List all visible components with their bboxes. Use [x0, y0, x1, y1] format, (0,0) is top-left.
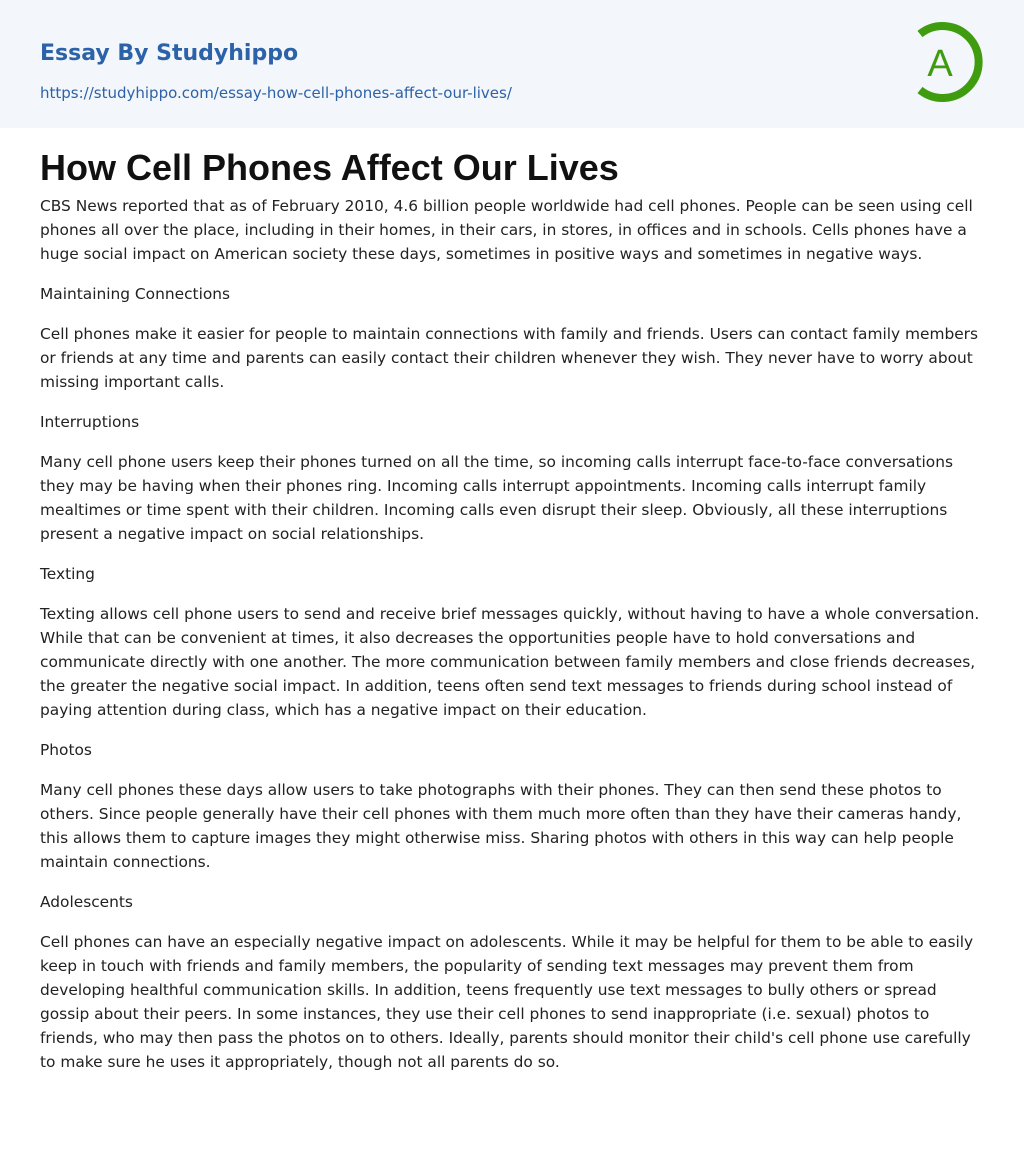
studyhippo-logo-icon[interactable]	[912, 20, 986, 104]
section-heading: Texting	[40, 565, 95, 583]
brand-title[interactable]: Essay By Studyhippo	[40, 41, 299, 66]
paragraph: Texting allows cell phone users to send and receive brief messages quickly, without having to have a whole conversation. While that can be convenient at times, it also decreases the opportunities people have to hold conversations and communicate directly with one another. The more communication between family members and close friends decreases, the greater the negative social impact. In addition, teens often send text messages to friends during school instead of paying attention during class, which has a negative impact on their education.	[40, 605, 980, 719]
paragraph-intro: CBS News reported that as of February 2010, 4.6 billion people worldwide had cell phones. People can be seen using cell phones all over the place, including in their homes, in their cars, in stores, in offices and in schools. Cells phones have a huge social impact on American society these days, sometimes in positive ways and sometimes in negative ways.	[40, 197, 973, 263]
article	[0, 146, 1024, 1074]
section-heading: Interruptions	[40, 413, 140, 431]
paragraph: Cell phones make it easier for people to maintain connections with family and friends. Users can contact family members or friends at any time and parents can easily contact their children whenever they wish. They never have to worry about missing important calls.	[40, 325, 979, 391]
section-heading: Adolescents	[40, 893, 133, 911]
section-heading: Photos	[40, 741, 92, 759]
paragraph: Many cell phones these days allow users to take photographs with their phones. They can then send these photos to others. Since people generally have their cell phones with them much more often than they have their cameras handy, this allows them to capture images they might otherwise miss. Sharing photos with others in this way can help people maintain connections.	[40, 781, 962, 871]
essay-url-link[interactable]: https://studyhippo.com/essay-how-cell-phones-affect-our-lives/	[40, 84, 512, 102]
paragraph: Cell phones can have an especially negative impact on adolescents. While it may be helpful for them to be able to easily keep in touch with friends and family members, the popularity of sending text messages may prevent them from developing healthful communication skills. In addition, teens frequently use text messages to bully others or spread gossip about their peers. In some instances, they use their cell phones to send inappropriate (i.e. sexual) photos to friends, who may then pass the photos on to others. Ideally, parents should monitor their child's cell phone use carefully to make sure he uses it appropriately, though not all parents do so.	[40, 933, 974, 1071]
svg-text:A: A	[927, 43, 953, 85]
paragraph: Many cell phone users keep their phones turned on all the time, so incoming calls interrupt face-to-face conversations they may be having when their phones ring. Incoming calls interrupt appointments. Incoming calls interrupt family mealtimes or time spent with their children. Incoming calls even disrupt their sleep. Obviously, all these interruptions present a negative impact on social relationships.	[40, 453, 953, 543]
page-title: How Cell Phones Affect Our Lives	[40, 147, 619, 188]
site-header	[0, 0, 1024, 128]
section-heading: Maintaining Connections	[40, 285, 231, 303]
